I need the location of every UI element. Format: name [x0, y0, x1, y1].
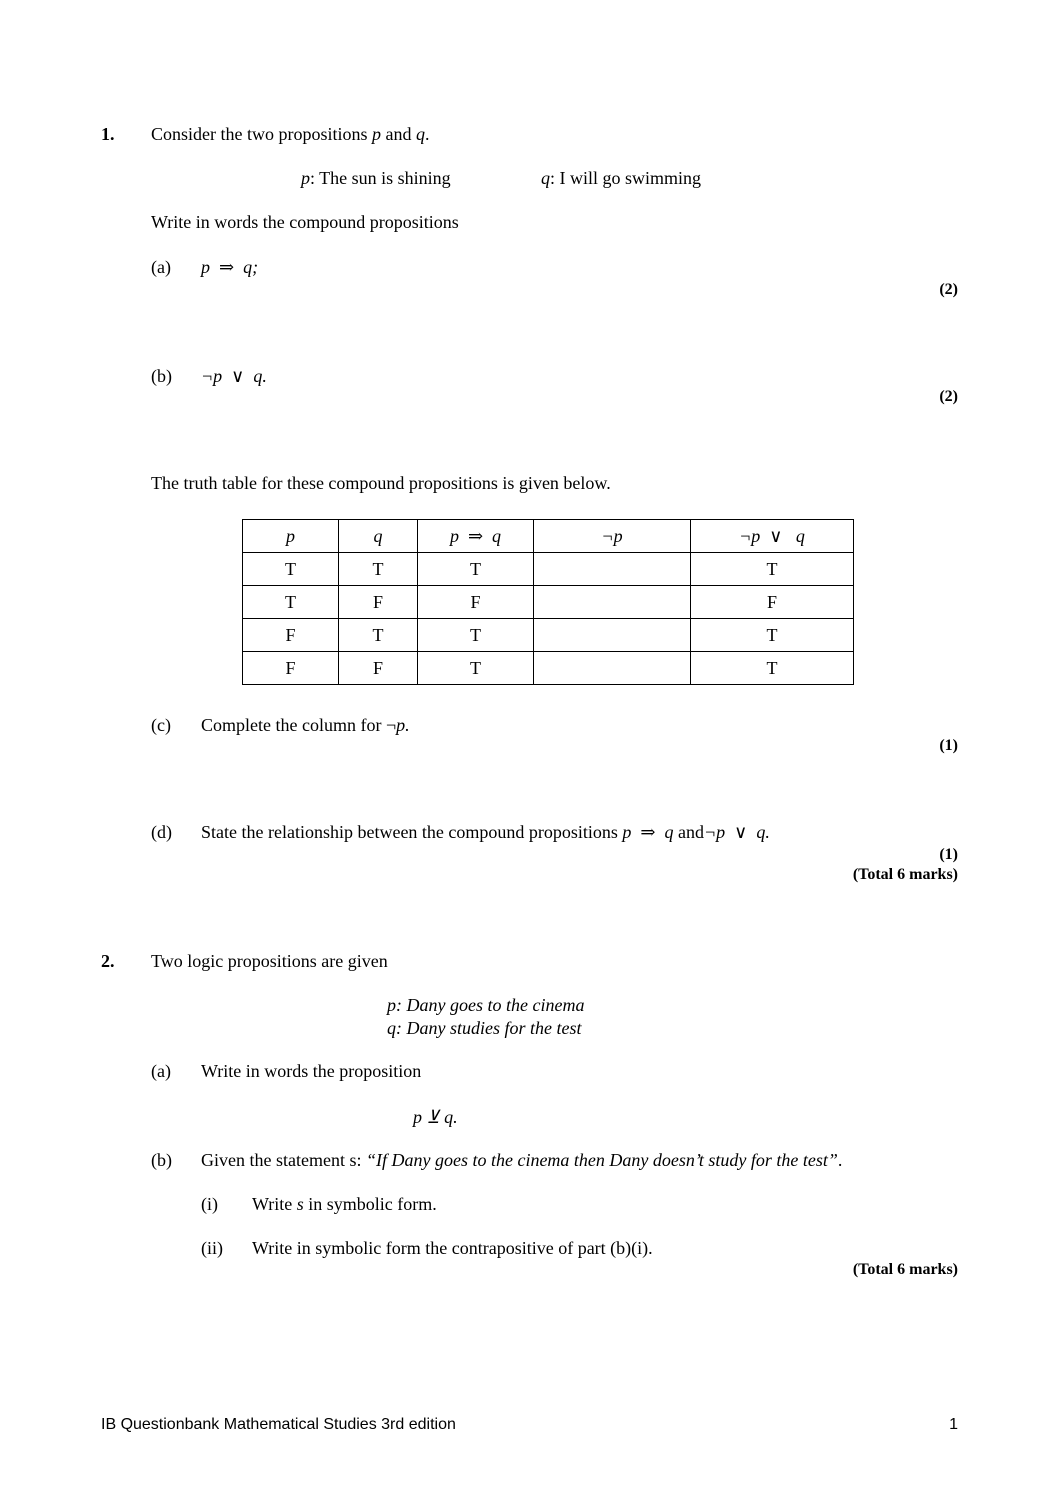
part-c-var: p.: [396, 715, 410, 735]
table-cell: F: [339, 586, 418, 619]
table-row: [243, 652, 854, 685]
table-cell: F: [418, 586, 534, 619]
part-d-and: and: [678, 822, 705, 842]
question-2-intro: Two logic propositions are given: [151, 951, 388, 971]
q2-part-b-prefix: Given the statement s:: [201, 1150, 362, 1170]
table-cell: T: [691, 619, 854, 652]
part-c-text: [201, 715, 410, 736]
intro-and: and: [385, 124, 412, 144]
question-1-number: 1.: [101, 124, 115, 144]
proposition-q-label: q: [541, 168, 550, 188]
q2-part-bi-var: s: [296, 1194, 304, 1214]
question-1-instruction: Write in words the compound propositions: [151, 212, 459, 232]
q2-part-bi-label: (i): [201, 1194, 218, 1214]
question-1-total-marks: (Total 6 marks): [852, 866, 958, 883]
q2-proposition-p: p: Dany goes to the cinema: [387, 995, 585, 1015]
table-cell: T: [243, 553, 339, 586]
q2-part-bii-text: Write in symbolic form the contrapositive of part (b)(i).: [252, 1238, 653, 1258]
question-2-number: 2.: [101, 951, 115, 971]
q2-part-a-label: (a): [151, 1061, 171, 1081]
intro-var-p: p: [372, 124, 381, 144]
table-cell-blank: [534, 619, 691, 652]
q2-part-a-expression: p ⊻ q.: [413, 1107, 458, 1127]
header-not-p: ¬p: [534, 520, 691, 553]
q2-part-b-end: .: [837, 1150, 843, 1170]
part-d-instruction: State the relationship between the compound propositions: [201, 822, 618, 842]
part-b-label: (b): [151, 366, 172, 386]
part-a-marks: (2): [939, 281, 958, 298]
question-1-intro: [151, 124, 430, 145]
q2-part-a-text: Write in words the proposition: [201, 1061, 422, 1081]
header-q: q: [339, 520, 418, 553]
table-cell: F: [691, 586, 854, 619]
q2-part-bi-suffix: in symbolic form.: [308, 1194, 437, 1214]
table-cell: T: [418, 553, 534, 586]
table-cell: F: [243, 619, 339, 652]
table-cell-blank: [534, 586, 691, 619]
footer-source: IB Questionbank Mathematical Studies 3rd edition: [101, 1416, 456, 1433]
part-a-label: (a): [151, 257, 171, 277]
part-d-marks: (1): [939, 846, 958, 863]
part-c-marks: (1): [939, 737, 958, 754]
table-row: [243, 619, 854, 652]
q2-part-bi-text: [252, 1194, 437, 1215]
table-cell-blank: [534, 652, 691, 685]
table-cell: T: [691, 553, 854, 586]
q2-part-b-text: [201, 1150, 842, 1171]
q2-part-b-label: (b): [151, 1150, 172, 1170]
table-cell: T: [339, 619, 418, 652]
part-a-expression: p ⇒ q;: [201, 257, 259, 277]
part-d-expression-2: ¬p ∨ q.: [704, 822, 770, 842]
header-p-implies-q: p ⇒ q: [418, 520, 534, 553]
proposition-q-text: : I will go swimming: [550, 168, 702, 188]
table-row: [243, 586, 854, 619]
table-cell: F: [243, 652, 339, 685]
part-d-expression-1: p ⇒ q: [622, 822, 674, 842]
intro-var-q: q: [416, 124, 425, 144]
table-cell: T: [418, 619, 534, 652]
proposition-p-label: p: [301, 168, 310, 188]
header-p: p: [243, 520, 339, 553]
table-cell: T: [691, 652, 854, 685]
table-cell-blank: [534, 553, 691, 586]
intro-text: Consider the two propositions: [151, 124, 368, 144]
part-d-text: [201, 822, 770, 843]
part-b-expression: ¬p ∨ q.: [201, 366, 267, 386]
header-not-p-or-q: ¬p ∨ q: [691, 520, 854, 553]
part-c-instruction: Complete the column for ¬: [201, 715, 397, 735]
question-2-total-marks: (Total 6 marks): [852, 1261, 958, 1278]
proposition-p: [301, 168, 451, 189]
truth-table-header-row: [243, 520, 854, 553]
table-cell: T: [418, 652, 534, 685]
intro-end: .: [425, 124, 430, 144]
q2-part-b-statement: “If Dany goes to the cinema then Dany doesn’t study for the test”: [365, 1150, 838, 1170]
proposition-q: [541, 168, 701, 189]
q2-part-bi-prefix: Write: [252, 1194, 293, 1214]
part-c-label: (c): [151, 715, 171, 735]
part-b-marks: (2): [939, 388, 958, 405]
table-cell: T: [243, 586, 339, 619]
table-cell: F: [339, 652, 418, 685]
table-row: [243, 553, 854, 586]
q2-part-bii-label: (ii): [201, 1238, 223, 1258]
proposition-p-text: : The sun is shining: [310, 168, 451, 188]
part-d-label: (d): [151, 822, 172, 842]
q2-proposition-q: q: Dany studies for the test: [387, 1018, 582, 1038]
table-cell: T: [339, 553, 418, 586]
page-number: 1: [949, 1416, 958, 1433]
truth-table: [242, 519, 854, 685]
table-intro: The truth table for these compound propositions is given below.: [151, 473, 611, 493]
